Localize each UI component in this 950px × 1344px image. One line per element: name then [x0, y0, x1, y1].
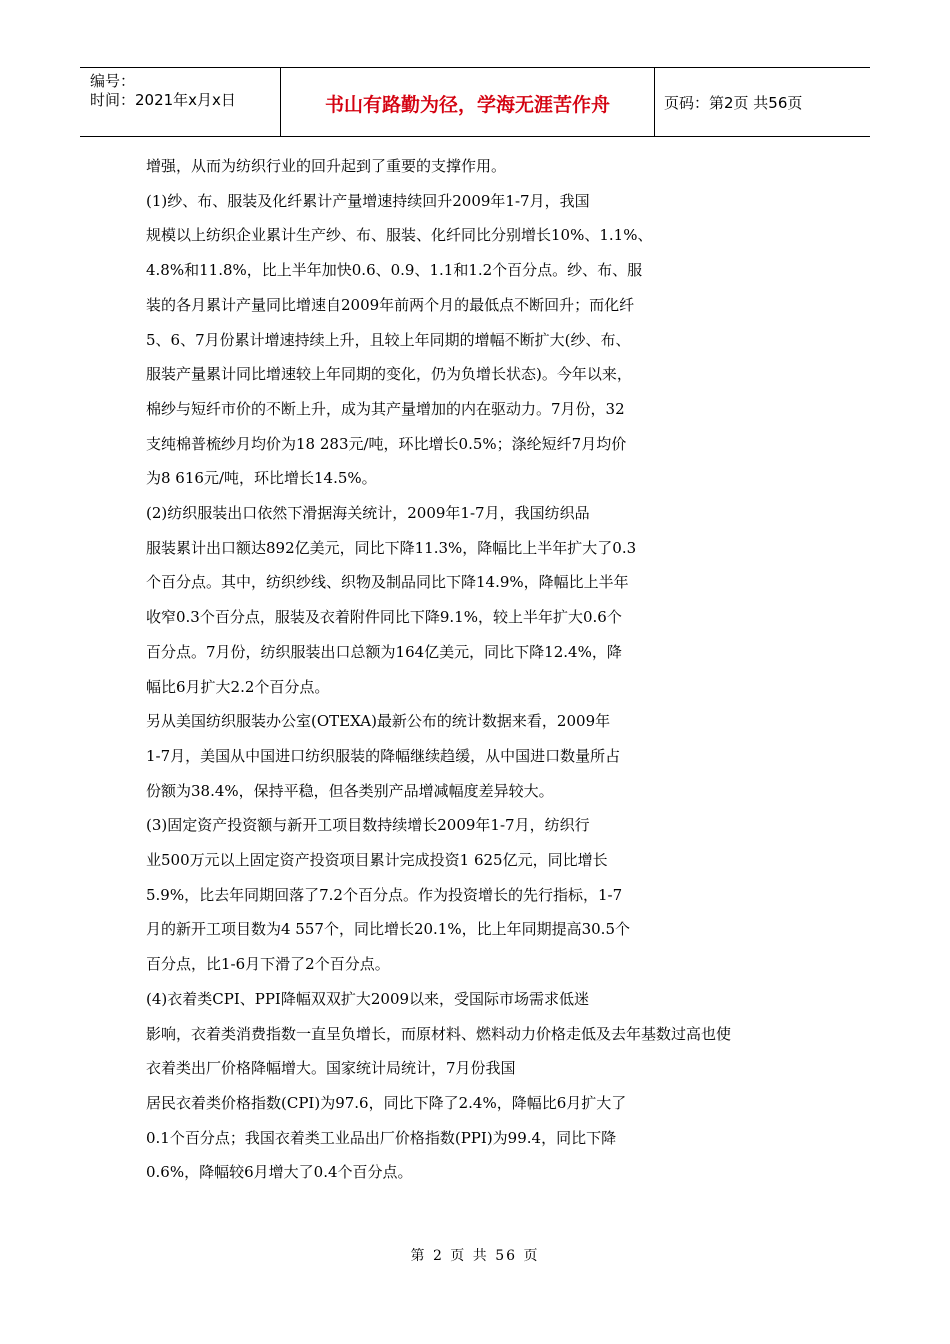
text-line: (3)固定资产投资额与新开工项目数持续增长2009年1-7月，纺织行 [146, 816, 590, 835]
text-line: 幅比6月扩大2.2个百分点。 [146, 677, 330, 696]
header-page-cell [655, 68, 870, 136]
text-line: 另从美国纺织服装办公室(OTEXA)最新公布的统计数据来看，2009年 [146, 712, 611, 731]
text-line: 百分点，比1-6月下滑了2个百分点。 [146, 955, 390, 974]
text-line: (4)衣着类CPI、PPI降幅双双扩大2009以来，受国际市场需求低迷 [146, 989, 590, 1008]
text-line: 增强，从而为纺织行业的回升起到了重要的支撑作用。 [146, 157, 507, 175]
page-number-label: 页码：第2页 共56页 [664, 94, 803, 112]
text-line: 业500万元以上固定资产投资项目累计完成投资1 625亿元，同比增长 [146, 851, 608, 869]
text-line: 服装累计出口额达892亿美元，同比下降11.3%，降幅比上半年扩大了0.3 [146, 538, 637, 557]
text-line: 装的各月累计产量同比增速自2009年前两个月的最低点不断回升；而化纤 [146, 295, 635, 314]
date-label: 时间：2021年x月x日 [90, 91, 236, 109]
text-line: (2)纺织服装出口依然下滑据海关统计，2009年1-7月，我国纺织品 [146, 504, 590, 522]
header-info-cell [80, 68, 281, 136]
text-line: 份额为38.4%，保持平稳，但各类别产品增减幅度差异较大。 [146, 781, 554, 800]
text-line: 收窄0.3个百分点，服装及衣着附件同比下降9.1%，较上半年扩大0.6个 [146, 608, 622, 627]
text-line: 棉纱与短纤市价的不断上升，成为其产量增加的内在驱动力。7月份，32 [146, 399, 625, 418]
text-line: 为8 616元/吨，环比增长14.5%。 [146, 469, 377, 488]
page-footer: 第 2 页 共 56 页 [410, 1248, 540, 1264]
header-motto-cell [281, 68, 655, 136]
text-line: 规模以上纺织企业累计生产纱、布、服装、化纤同比分别增长10%、1.1%、 [146, 226, 653, 245]
text-line: 月的新开工项目数为4 557个，同比增长20.1%，比上年同期提高30.5个 [146, 920, 630, 939]
serial-number-label: 编号： [90, 72, 136, 90]
text-line: 服装产量累计同比增速较上年同期的变化，仍为负增长状态)。今年以来， [146, 365, 632, 384]
text-line: (1)纱、布、服装及化纤累计产量增速持续回升2009年1-7月，我国 [146, 191, 590, 210]
text-line: 居民衣着类价格指数(CPI)为97.6，同比下降了2.4%，降幅比6月扩大了 [146, 1093, 627, 1112]
text-line: 1-7月，美国从中国进口纺织服装的降幅继续趋缓，从中国进口数量所占 [146, 746, 621, 765]
text-line: 影响，衣着类消费指数一直呈负增长，而原材料、燃料动力价格走低及去年基数过高也使 [146, 1024, 732, 1043]
text-line: 支纯棉普梳纱月均价为18 283元/吨，环比增长0.5%；涤纶短纤7月均价 [146, 434, 627, 453]
text-line: 衣着类出厂价格降幅增大。国家统计局统计，7月份我国 [146, 1059, 516, 1078]
text-line: 5.9%，比去年同期回落了7.2个百分点。作为投资增长的先行指标，1-7 [146, 885, 623, 904]
text-line: 5、6、7月份累计增速持续上升，且较上年同期的增幅不断扩大(纱、布、 [146, 330, 631, 349]
text-line: 个百分点。其中，纺织纱线、织物及制品同比下降14.9%，降幅比上半年 [146, 573, 629, 592]
text-line: 0.1个百分点；我国衣着类工业品出厂价格指数(PPI)为99.4，同比下降 [146, 1128, 617, 1147]
page-header [80, 67, 870, 137]
text-line: 0.6%，降幅较6月增大了0.4个百分点。 [146, 1163, 413, 1182]
motto-text: 书山有路勤为径，学海无涯苦作舟 [324, 94, 610, 116]
text-line: 百分点。7月份，纺织服装出口总额为164亿美元，同比下降12.4%，降 [146, 642, 622, 661]
text-line: 4.8%和11.8%，比上半年加快0.6、0.9、1.1和1.2个百分点。纱、布、服 [146, 261, 643, 280]
